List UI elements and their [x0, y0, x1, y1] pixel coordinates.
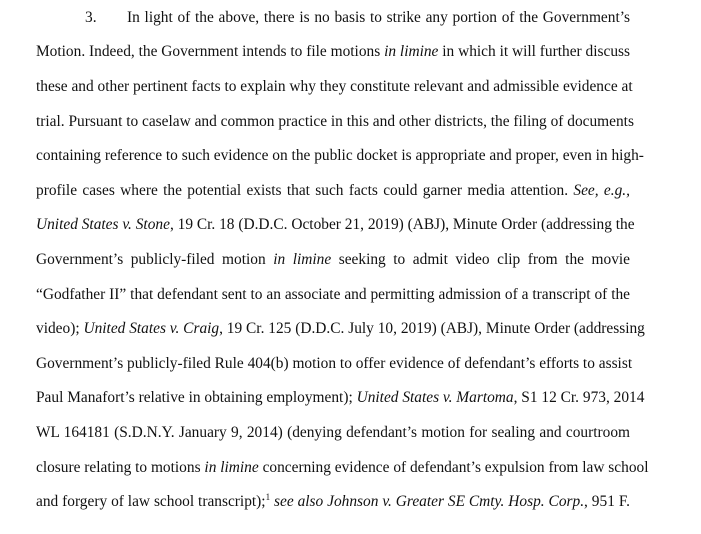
text-run: closure relating to motions — [36, 459, 205, 476]
text-run: profile cases where the potential exists that such facts could garner media attention. — [36, 182, 574, 199]
text-run: concerning evidence of defendant’s expulsion from law school — [258, 459, 649, 476]
body-line-15 — [36, 490, 630, 514]
text-run: trial. Pursuant to caselaw and common practice in this and other districts, the filing of documents — [36, 113, 634, 130]
italic-text: in limine — [273, 251, 332, 268]
body-line-6 — [36, 179, 630, 203]
text-run: and forgery of law school transcript); — [36, 493, 266, 510]
italic-text: see also Johnson v. Greater SE Cmty. Hosp. Corp. — [274, 493, 585, 510]
text-run: containing reference to such evidence on the public docket is appropriate and proper, even in high- — [36, 147, 644, 164]
italic-text: in limine — [384, 43, 439, 60]
body-line-7 — [36, 213, 635, 237]
body-line-12 — [36, 386, 645, 410]
body-line-14 — [36, 456, 649, 480]
text-run: , S1 12 Cr. 973, 2014 — [513, 389, 645, 406]
body-line-10 — [36, 317, 645, 341]
italic-text: United States v. Craig — [83, 320, 220, 337]
text-run: video); — [36, 320, 84, 337]
text-run: , 19 Cr. 125 (D.D.C. July 10, 2019) (ABJ), Minute Order (addressing — [219, 320, 645, 337]
text-run: these and other pertinent facts to explain why they constitute relevant and admissible evidence at — [36, 78, 633, 95]
body-line-5 — [36, 144, 644, 168]
footnote-marker: 1 — [265, 491, 271, 502]
text-run: , 19 Cr. 18 (D.D.C. October 21, 2019) (ABJ), Minute Order (addressing the — [169, 216, 635, 233]
body-line-2 — [36, 40, 630, 64]
body-line-13 — [36, 421, 630, 445]
body-line-3 — [36, 75, 633, 99]
paragraph-number: 3. — [85, 9, 97, 26]
text-run: WL 164181 (S.D.N.Y. January 9, 2014) (denying defendant’s motion for sealing and courtroom — [36, 424, 630, 441]
text-run: In light of the above, there is no basis to strike any portion of the Government’s — [127, 9, 630, 26]
body-line-1 — [85, 6, 630, 30]
body-line-11 — [36, 352, 633, 376]
text-run: seeking to admit video clip from the movie — [331, 251, 630, 268]
italic-text: United States v. Martoma — [356, 389, 514, 406]
text-run: Paul Manafort’s relative in obtaining employment); — [36, 389, 357, 406]
body-line-8 — [36, 248, 630, 272]
italic-text: United States v. Stone — [36, 216, 170, 233]
body-line-9 — [36, 283, 630, 307]
italic-text: in limine — [204, 459, 259, 476]
italic-text: See, e.g., — [573, 182, 631, 199]
text-run: Government’s publicly-filed Rule 404(b) motion to offer evidence of defendant’s efforts to assist — [36, 355, 633, 372]
text-run: Motion. Indeed, the Government intends to file motions — [36, 43, 385, 60]
text-run: in which it will further discuss — [438, 43, 630, 60]
text-run: “Godfather II” that defendant sent to an associate and permitting admission of a transcript of the — [36, 286, 630, 303]
text-run: , 951 F. — [584, 493, 630, 510]
body-line-4 — [36, 110, 634, 134]
line-text — [127, 9, 630, 26]
text-run: Government’s publicly-filed motion — [36, 251, 274, 268]
